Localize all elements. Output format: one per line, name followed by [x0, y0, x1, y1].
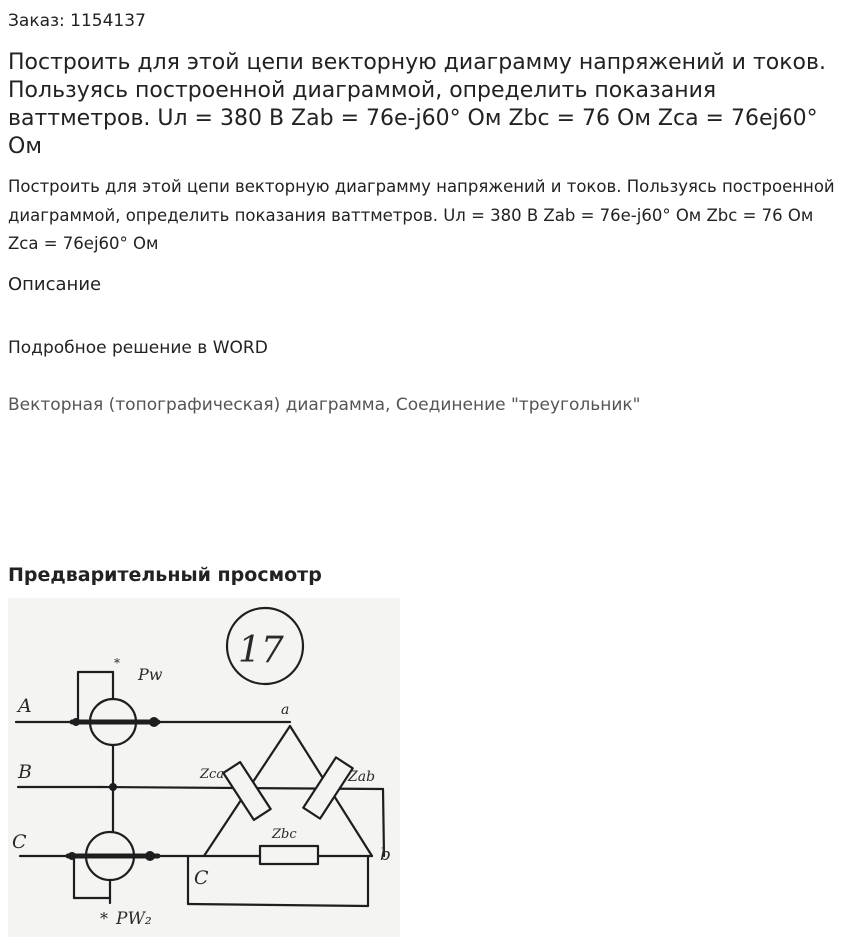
circuit-diagram — [8, 598, 400, 937]
preview-heading: Предварительный просмотр — [8, 564, 322, 586]
resistor-zbc — [260, 846, 318, 864]
phase-a-label: A — [18, 695, 32, 717]
page-title: Построить для этой цепи векторную диаграмму напряжений и токов. Пользуясь построенной диаграммой, определить показания ваттметров. Uл = 380 В Zab = 76e-j60° Ом Zbc = 76 Ом Zca = 76ej60° Ом — [8, 50, 826, 159]
junction-dot — [109, 783, 117, 791]
description-heading: Описание — [8, 274, 102, 295]
node-b-label: b — [380, 845, 391, 865]
preview-image — [8, 598, 400, 937]
topic-tags[interactable]: Векторная (топографическая) диаграмма, Соединение "треугольник" — [8, 395, 641, 415]
junction-dot — [72, 718, 80, 726]
wattmeter-2-star: * — [100, 909, 108, 928]
zab-label: Zab — [348, 769, 376, 785]
node-a-label: a — [281, 702, 290, 718]
zbc-label: Zbc — [272, 827, 297, 842]
order-number: Заказ: 1154137 — [8, 11, 146, 31]
problem-number: 17 — [238, 630, 284, 671]
junction-dot — [145, 851, 155, 861]
wattmeter-1-label: Pw — [138, 665, 163, 684]
phase-c-label: C — [12, 831, 27, 853]
junction-dot — [149, 717, 159, 727]
solution-format: Подробное решение в WORD — [8, 338, 268, 358]
junction-dot — [68, 852, 76, 860]
wattmeter-1-star: * — [114, 656, 120, 670]
wattmeter-2-label: PW₂ — [116, 909, 152, 929]
zca-label: Zca — [200, 767, 225, 782]
node-c-label: C — [194, 867, 209, 889]
phase-b-label: B — [18, 761, 32, 783]
task-summary: Построить для этой цепи векторную диаграмму напряжений и токов. Пользуясь построенной диаграммой, определить показания ваттметров. Uл = 380 В Zab = 76e-j60° Ом Zbc = 76 Ом Zca = 76ej60° Ом — [8, 177, 835, 253]
wire-bottom — [188, 904, 368, 906]
resistor-zca — [223, 762, 270, 820]
